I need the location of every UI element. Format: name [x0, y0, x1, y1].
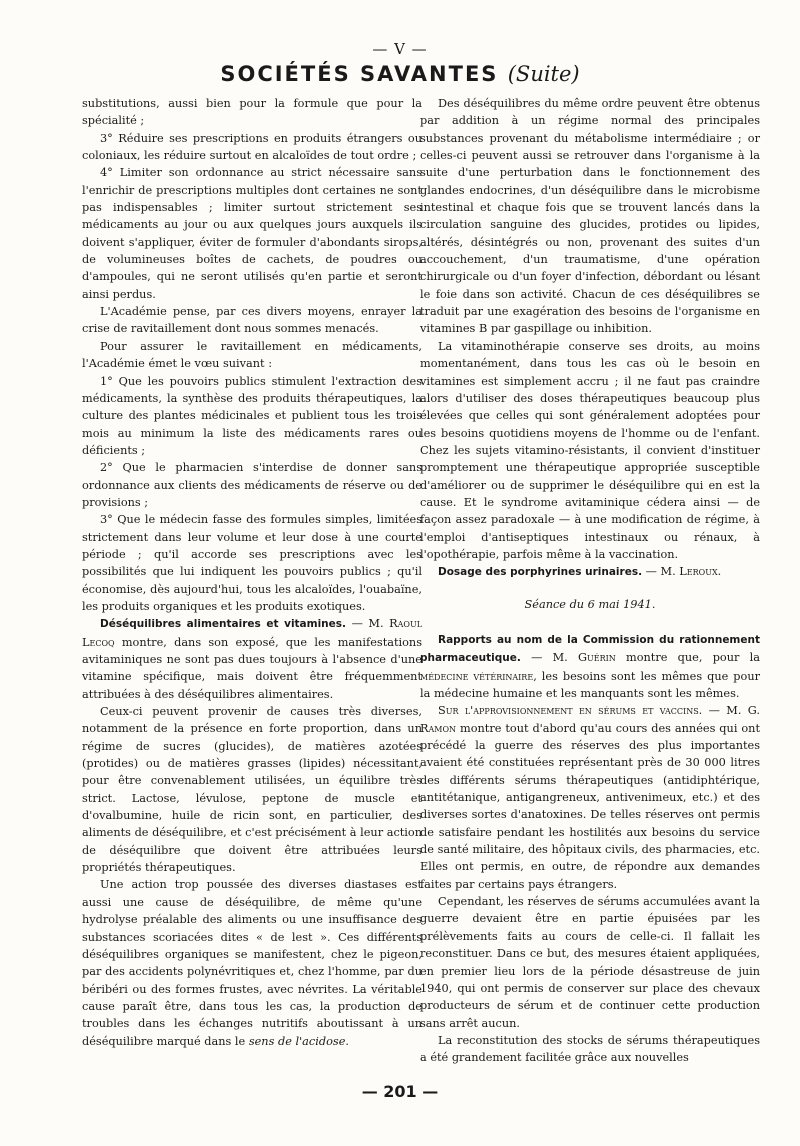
author-name: — M. Raoul Lecoq: [82, 617, 423, 649]
page-number: — 201 —: [361, 1082, 439, 1101]
author-name: — M. G. Ramon: [420, 704, 760, 735]
page-title: [0, 62, 800, 86]
paragraph: 3° Que le médecin fasse des formules simples, limitées strictement dans leur volume et leur dose à une courte période ; qu'il accorde ses prescriptions avec les possibilités que lui indiquent les pouvoirs publics ; qu'il économise, dès aujourd'hui, tous les alcaloïdes, l'ouabaïne, les produits organiques et les produits exotiques.: [82, 513, 422, 613]
paragraph: [82, 876, 422, 1049]
paragraph: Pour assurer le ravitaillement en médicaments, l'Académie émet le vœu suivant :: [82, 339, 422, 371]
section-heading: Rapports au nom de la Commission du rationnement pharmaceutique.: [420, 633, 760, 665]
paragraph: Cependant, les réserves de sérums accumulées avant la guerre devaient être en partie épuisées par les prélèvements faits au cours de celle-ci. Il fallait les reconstituer. Dans ce but, des mesures étaient appliquées, en premier lieu lors de la période désastreuse de juin 1940, qui ont permis de conserver sur place des chevaux producteurs de sérum et de continuer cette production sans arrêt aucun.: [420, 895, 760, 1030]
paragraph: substitutions, aussi bien pour la formule que pour la spécialité ;: [82, 97, 422, 128]
roman-page-number: — V —: [372, 40, 428, 58]
section-heading: Dosage des porphyrines urinaires.: [438, 566, 643, 579]
paragraph: La vitaminothérapie conserve ses droits, au moins momentanément, dans tous les cas où le besoin en vitamines est simplement accru ; il ne faut pas craindre alors d'utiliser des doses thérapeutiques beaucoup plus élevées que celles qui sont généralement adoptées pour les besoins quotidiens moyens de l'homme ou de l'enfant. Chez les sujets vitamino-résistants, il convient d'instituer promptement une thérapeutique appropriée susceptible d'améliorer ou de supprimer le déséquilibre qui en est la cause. Et le syndrome avitaminique cédera ainsi — de façon assez paradoxale — à une modification de régime, à l'emploi d'antiseptiques intestinaux ou rénaux, à l'opothérapie, parfois même à la vaccination.: [420, 339, 760, 561]
paragraph-text: montre tout d'abord qu'au cours des années qui ont précédé la guerre des réserves des plus importantes avaient été constituées représentant près de 30 000 litres des différents sérums thérapeutiques (antidiphtérique, antitétanique, antigangreneux, antivenimeux, etc.) et des diverses sortes d'anatoxines. De telles réserves ont permis de satisfaire pendant les hostilités aux besoins du service de santé militaire, des hôpitaux civils, des pharmacies, etc. Elles ont permis, en outre, de répondre aux demandes faites par certains pays étrangers.: [420, 721, 760, 891]
paragraph: 2° Que le pharmacien s'interdise de donner sans ordonnance aux clients des médicaments de réserve ou de provisions ;: [82, 461, 422, 509]
title-text: SOCIÉTÉS SAVANTES: [220, 62, 499, 86]
left-column: [82, 95, 422, 1050]
italic-text: sens de l'acidose.: [248, 1034, 349, 1048]
paragraph-text: , les besoins sont les mêmes que pour la médecine humaine et les manquants sont les mêmes.: [420, 669, 761, 700]
section-paragraph: [82, 615, 422, 703]
paragraph-text: montre, dans son exposé, que les manifestations avitaminiques ne sont pas dues toujours à l'absence d'une vitamine spécifique, mais doivent être fréquemment attribuées à des déséquilibres alimentaires.: [82, 635, 422, 701]
small-caps-text: médecine vétérinaire: [420, 669, 534, 683]
paragraph: Ceux-ci peuvent provenir de causes très diverses, notamment de la présence en forte proportion, dans un régime de sucres (glucides), de matières azotées (protides) ou de matières grasses (lipides) nécessitant, pour être convenablement utilisées, un équilibre très strict. Lactose, lévulose, peptone de muscle et d'ovalbumine, huile de ricin sont, en particulier, des aliments de déséquilibre, et c'est précisément à leur action de déséquilibre que doivent être attribuées leurs propriétés thérapeutiques.: [82, 705, 422, 875]
session-date: Séance du 6 mai 1941.: [524, 597, 656, 611]
author-name: — M. Leroux.: [642, 565, 722, 579]
section-heading: Déséquilibres alimentaires et vitamines.: [100, 618, 347, 631]
section-heading: Sur l'approvisionnement en sérums et vaccins.: [438, 704, 703, 718]
section-paragraph: [420, 563, 760, 581]
section-paragraph: [420, 631, 760, 702]
section-paragraph: [420, 702, 760, 893]
paragraph: La reconstitution des stocks de sérums thérapeutiques a été grandement facilitée grâce aux nouvelles: [420, 1033, 760, 1065]
author-name: — M. Guérin: [520, 651, 616, 665]
paragraph: L'Académie pense, par ces divers moyens, enrayer la crise de ravitaillement dont nous sommes menacés.: [82, 305, 422, 336]
paragraph: 4° Limiter son ordonnance au strict nécessaire sans l'enrichir de prescriptions multiples dont certaines ne sont pas indispensables ; limiter surtout strictement ses médicaments au jour ou aux quelques jours auxquels ils doivent s'appliquer, éviter de formuler d'abondants sirops, de volumineuses boîtes de cachets, de poudres ou d'ampoules, qui ne seront utilisés qu'en partie et seront ainsi perdus.: [82, 166, 422, 301]
paragraph-text: montre que, pour la: [615, 651, 760, 665]
paragraph: 3° Réduire ses prescriptions en produits étrangers ou coloniaux, les réduire surtout en alcaloïdes de tout ordre ;: [82, 131, 422, 163]
paragraph: Des déséquilibres du même ordre peuvent être obtenus par addition à un régime normal des principales substances provenant du métabolisme intermédiaire ; or celles-ci peuvent aussi se retrouver dans l'organisme à la suite d'une perturbation dans le fonctionnement des glandes endocrines, d'un déséquilibre dans le microbisme intestinal et chaque fois que se trouvent lancés dans la circulation sanguine des glucides, protides ou lipides, altérés, désintégrés ou non, provenant des suites d'un accouchement, d'un traumatisme, d'une opération chirurgicale ou d'un foyer d'infection, débordant ou lésant le foie dans son activité. Chacun de ces déséquilibres se traduit par une exagération des besoins de l'organisme en vitamines B par gaspillage ou inhibition.: [420, 97, 760, 336]
title-suite: (Suite): [507, 62, 580, 86]
paragraph-text: Une action trop poussée des diverses diastases est aussi une cause de déséquilibre, de même qu'une hydrolyse préalable des aliments ou une insuffisance des substances scoriacées dites « de lest ». Ces différents déséquilibres organiques se manifestent, chez le pigeon, par des accidents polynévritiques et, chez l'homme, par du béribéri ou des formes frustes, avec névrites. La véritable cause paraît être, dans tous les cas, la production de troubles dans les échanges nutritifs aboutissant à un déséquilibre marqué dans le: [82, 878, 422, 1048]
paragraph: 1° Que les pouvoirs publics stimulent l'extraction des médicaments, la synthèse des produits thérapeutiques, la culture des plantes médicinales et publient tous les trois mois au minimum la liste des médicaments rares ou déficients ;: [82, 374, 422, 457]
right-column: [420, 95, 760, 1067]
